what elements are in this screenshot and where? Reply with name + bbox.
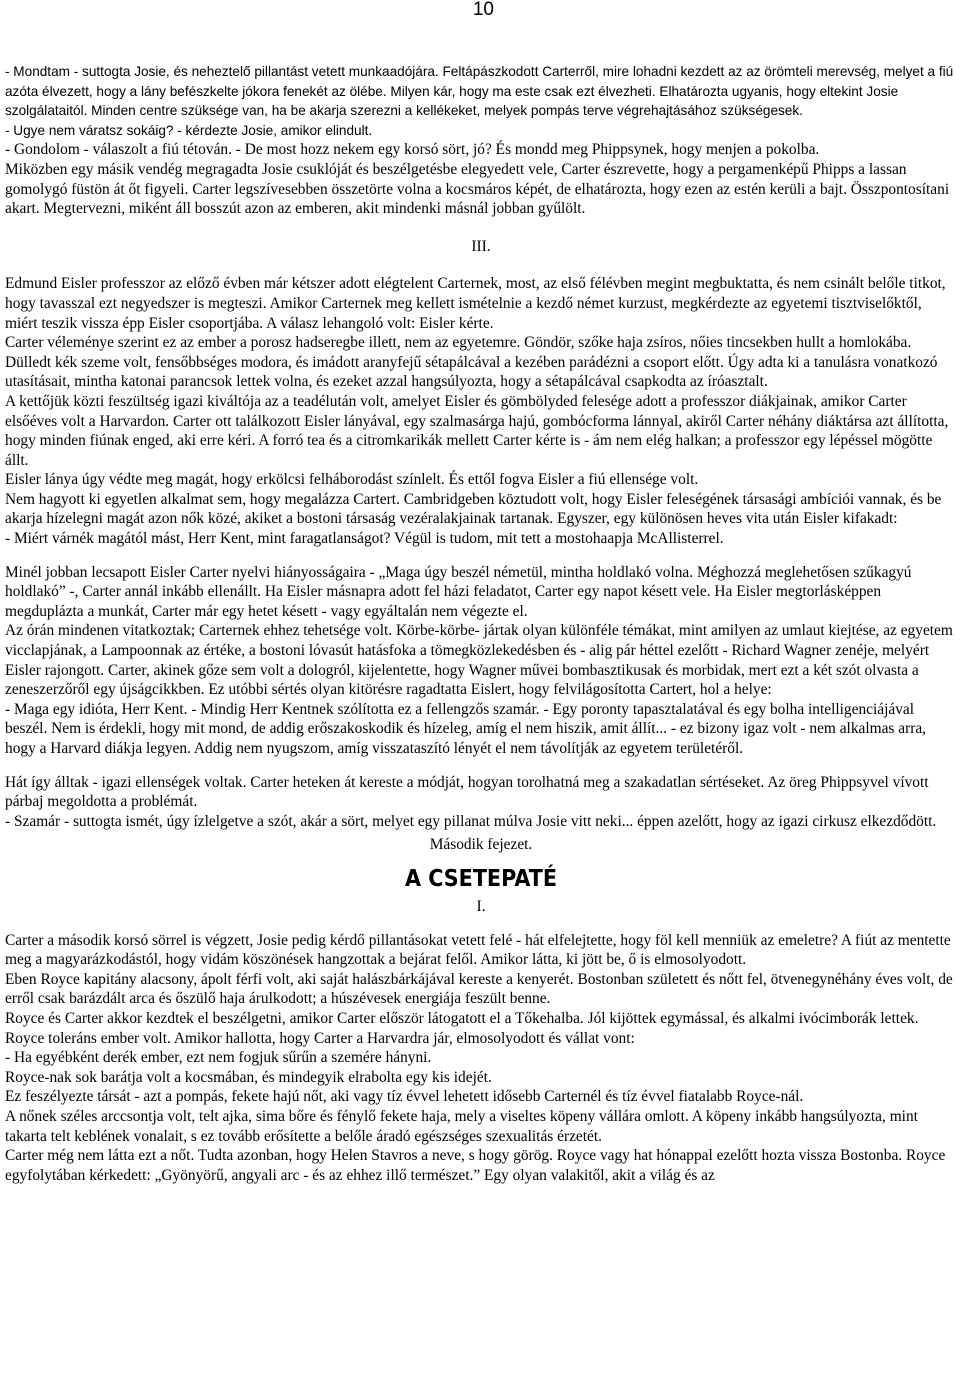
paragraph: Edmund Eisler professzor az előző évben már kétszer adott elégtelent Carternek, most, az első félévben megint megbuktatta, és nem csinált belőle titkot, hogy tavasszal ezt negyedszer is megteszi. Amikor Carternek meg kellett ismételnie a kezdő német kurzust, megkérdezte az egyetemi tisztviselőktől, miért teszik vissza épp Eisler csoportjába. A válasz lehangoló volt: Eisler kérte.	[5, 275, 946, 332]
paragraph: Carter a második korsó sörrel is végzett, Josie pedig kérdő pillantásokat vetett felé - hát elfelejtette, hogy föl kell menniük az emeletre? A fiút az mentette meg a magyarázkodástól, hogy vidám köszönések hangzottak a bejárat felől. Amikor látta, ki jött be, ő is elmosolyodott.	[5, 931, 951, 969]
paragraph: Carter véleménye szerint ez az ember a porosz hadseregbe illett, nem az egyetemre. Göndör, szőke haja zsíros, nőies tincsekben hullt a homlokába. Dülledt kék szeme volt, fensőbbséges modora, és imádott aranyfejű sétapálcával a kezében parádézni a csoport előtt. Úgy adta ki a tanulásra vonatkozó utasításait, mintha katonai parancsok lettek volna, és ezeket azzal hangsúlyozta, hogy a sétapálcával csapkodta az íróasztalt.	[5, 334, 938, 391]
paragraph: Royce és Carter akkor kezdtek el beszélgetni, amikor Carter először látogatott el a Tőkehalba. Jól kijöttek egymással, és alkalmi ivócimborák lettek. Royce toleráns ember volt. Amikor hallotta, hogy Carter a Harvardra jár, elmosolyodott és vállat vont:	[5, 1009, 919, 1047]
paragraph: Minél jobban lecsapott Eisler Carter nyelvi hiányosságaira - „Maga úgy beszél németül, mintha holdlakó volna. Méghozzá meglehetősen szűkagyú holdlakó” -, Carter annál inkább ellenállt. Ha Eisler másnapra adott fel házi feladatot, Carter egy napot késett vele. Ha Eisler megtorlásképpen megduplázta a munkát, Carter már egy hetet késett - vagy egyáltalán nem végezte el.	[5, 563, 912, 620]
paragraph: - Gondolom - válaszolt a fiú tétován. - De most hozz nekem egy korsó sört, jó? És mondd meg Phippsynek, hogy menjen a pokolba.	[5, 141, 820, 159]
paragraph: Carter még nem látta ezt a nőt. Tudta azonban, hogy Helen Stavros a neve, s hogy görög. Royce vagy hat hónappal ezelőtt hozta vissza Bostonba. Royce egyfolytában kérkedett: „Gyönyörű, angyali arc - és az ehhez illő természet.” Egy olyan valakitől, akit a világ és az	[5, 1147, 946, 1184]
paragraph: Eben Royce kapitány alacsony, ápolt férfi volt, aki saját halászbárkájával kereste a kenyerét. Bostonban született és nőtt fel, ötvenegynéhány éves volt, de erről csak barázdált arca és őszülő haja árulkodott; a húszévesek energiája feszült benne.	[5, 970, 953, 1008]
paragraph: Eisler lánya úgy védte meg magát, hogy erkölcsi felháborodást színlelt. És ettől fogva Eisler a fiú ellensége volt.	[5, 471, 699, 489]
paragraph: Royce-nak sok barátja volt a kocsmában, és mindegyik elrabolta egy kis idejét.	[5, 1068, 492, 1086]
paragraph: Miközben egy másik vendég megragadta Josie csuklóját és beszélgetésbe elegyedett vele, Carter észrevette, hogy a pergamenképű Phipps a lassan gomolygó füstön át őt figyeli. Carter legszívesebben összetörte volna a kocsmáros képét, de elhatározta, hogy ezen az estén kerüli a bajt. Összpontosítani akart. Megtervezni, miként áll bosszút azon az emberen, akit mindenki másnál jobban gyűlölt.	[5, 160, 950, 218]
paragraph: - Mondtam - suttogta Josie, és neheztelő pillantást vetett munkaadójára. Feltápászkodott Carterről, mire lohadni kezdett az az örömteli merevség, melyet a fiú azóta élvezett, hogy a lány befészkelte jókora fenekét az ölébe. Milyen kár, hogy ma este csak ezt élvezheti. Elhatározta ugyanis, hogy eltekint Josie szolgálataitól. Minden centre szüksége van, ha be akarja szerezni a kellékeket, melyek pompás terve végrehajtásához szükségesek.	[5, 64, 954, 119]
page-number: 10	[472, 0, 494, 20]
paragraph: - Miért várnék magától mást, Herr Kent, mint faragatlanságot? Végül is tudom, mit tett a mostohaapja McAllisterrel.	[5, 530, 724, 548]
paragraph: - Szamár - suttogta ismét, úgy ízlelgetve a szót, akár a sört, melyet egy pillanat múlva Josie vitt neki... éppen azelőtt, hogy az igazi cirkusz elkezdődött.	[5, 812, 937, 830]
paragraph: Hát így álltak - igazi ellenségek voltak. Carter heteken át kereste a módját, hogyan torolhatná meg a szakadatlan sértéseket. Az öreg Phippsyvel vívott párbaj megoldotta a problémát.	[5, 773, 929, 811]
chapter-title: A CSETEPATÉ	[404, 865, 558, 892]
paragraph: A kettőjük közti feszültség igazi kiváltója az a teadélután volt, amelyet Eisler és gömbölyded felesége adott a professzor diákjainak, amikor Carter elsőéves volt a Harvardon. Carter ott találkozott Eisler lányával, egy szalmasárga hajú, gombócforma lánnyal, akiről Carter néhány diáktársa azt állította, hogy minden fiúnak enged, aki erre kéri. A forró tea és a citromkarikák mellett Carter kérte is - ám nem elég halkan; a professzor egy lépéssel mögötte állt.	[5, 392, 949, 469]
paragraph: A nőnek széles arccsontja volt, telt ajka, sima bőre és fénylő fekete haja, mely a viseltes köpeny vállára omlott. A köpeny inkább hangsúlyozta, mint takarta telt keblének vonalait, s ez tovább erősítette a belőle áradó egészséges szexualitás érzetét.	[5, 1107, 918, 1145]
section-heading: I.	[476, 897, 486, 915]
paragraph: Az órán mindenen vitatkoztak; Carternek ehhez tehetsége volt. Körbe-körbe- jártak olyan különféle témákat, mint amilyen az umlaut kiejtése, az egyetem vicclapjának, a Lampoonnak az értéke, a bostoni lóvasút hatásfoka a tömegközlekedésben és - alig pár héttel ezelőtt - Richard Wagner zenéje, melyért Eisler rajongott. Carter, akinek gőze sem volt a dologról, kijelentette, hogy Wagner művei bombasztikusak és morbidak, mert ezt a két szót olvasta a zeneszerzőről egy újságcikkben. Ez utóbbi sértés olyan kitörésre ragadtatta Eislert, hogy felvilágosította Cartert, hol a helye:	[5, 622, 953, 699]
paragraph: Ez feszélyezte társát - azt a pompás, fekete hajú nőt, aki vagy tíz évvel lehetett idősebb Carternél és tíz évvel fiatalabb Royce-nál.	[5, 1088, 804, 1106]
paragraph: - Ugye nem váratsz sokáig? - kérdezte Josie, amikor elindult.	[5, 122, 373, 138]
document-body	[5, 62, 957, 1185]
paragraph: Nem hagyott ki egyetlen alkalmat sem, hogy megalázza Cartert. Cambridgeben köztudott volt, hogy Eisler feleségének társasági ambíciói vannak, és be akarja hízelegni magát azon nők közé, akiket a bostoni társaság vezéralakjainak tartanak. Egyszer, egy különösen heves vita után Eisler kifakadt:	[5, 490, 942, 528]
chapter-label: Második fejezet.	[429, 836, 533, 854]
paragraph: - Maga egy idióta, Herr Kent. - Mindig Herr Kentnek szólította ez a fellengzős szamár. - Egy poronty tapasztalatával és egy bolha intelligenciájával beszél. Nem is érdekli, hogy mit mond, de addig erőszakoskodik és hízeleg, amíg el nem hiszik, amit állít... - ez bizony igaz volt - nem alkalmas arra, hogy a Harvard diákja legyen. Addig nem nyugszom, amíg visszataszító lényét el nem távolítják az egyetem területéről.	[5, 700, 927, 757]
paragraph: - Ha egyébként derék ember, ezt nem fogjuk sűrűn a szemére hányni.	[5, 1049, 432, 1067]
section-heading: III.	[471, 237, 491, 255]
